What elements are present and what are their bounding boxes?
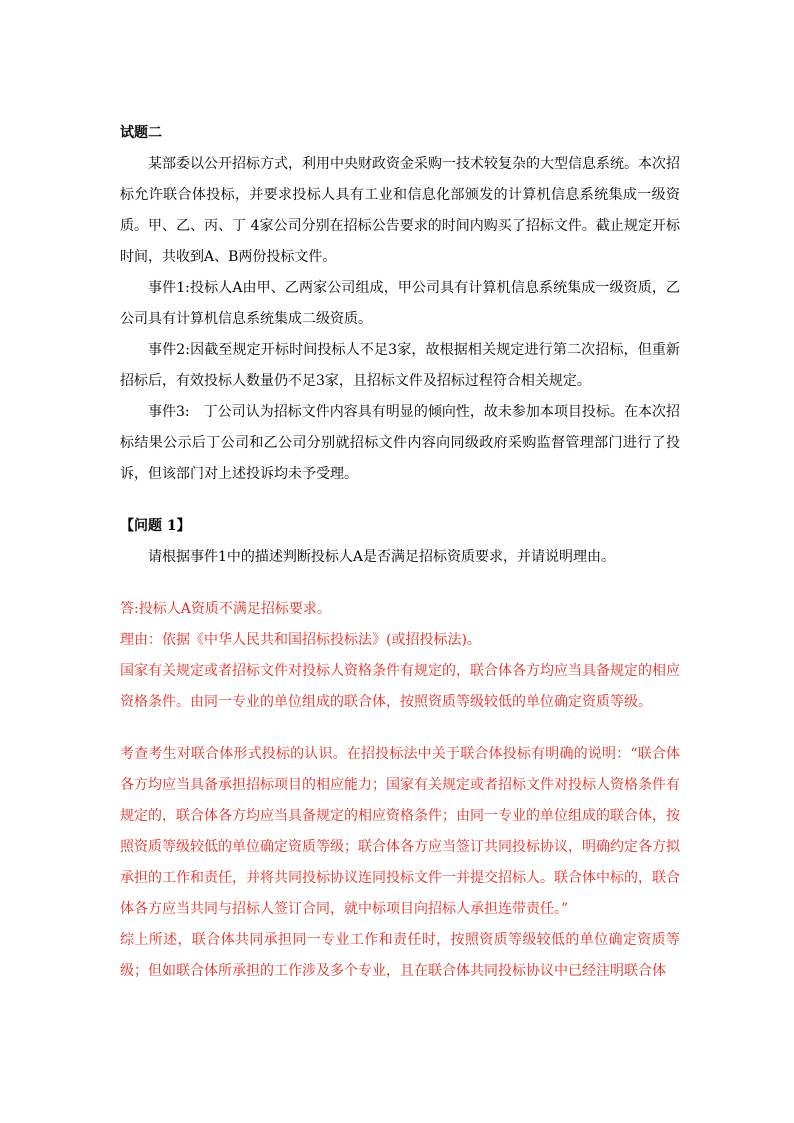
event-1-paragraph: 事件1:投标人A由甲、乙两家公司组成，甲公司具有计算机信息系统集成一级资质，乙公司具有计算机信息系统集成二级资质。 [120,280,680,327]
reason-line: 理由：依据《中华人民共和国招标投标法》(或招投标法)。 [120,632,481,648]
question-1-text: 请根据事件1中的描述判断投标人A是否满足招标资质要求，并请说明理由。 [148,549,616,565]
section-spacer [120,718,680,739]
explanation-paragraph: 考查考生对联合体形式投标的认识。在招投标法中关于联合体投标有明确的说明：“联合体各方均应当具备承担招标项目的相应能力；国家有关规定或者招标文件对投标人资格条件有规定的，联合体各方均应当具备规定的相应资格条件；由同一专业的单位组成的联合体，按照资质等级较低的单位确定资质等级；联合体各方应当签订共同投标协议，明确约定各方拟承担的工作和责任，并将共同投标协议连同投标文件一并提交招标人。联合体中标的，联合体各方应当共同与招标人签订合同，就中标项目向招标人承担连带责任。” [120,746,680,917]
document-body [120,118,680,987]
section-spacer [120,490,680,511]
summary-paragraph: 综上所述，联合体共同承担同一专业工作和责任时，按照资质等级较低的单位确定资质等级；但如联合体所承担的工作涉及多个专业，且在联合体共同投标协议中已经注明联合体 [120,932,680,979]
question-1-title: 【问题 1】 [120,518,191,534]
event-2-paragraph: 事件2:因截至规定开标时间投标人不足3家，故根据相关规定进行第二次招标，但重新招标后，有效投标人数量仍不足3家，且招标文件及招标过程符合相关规定。 [120,342,680,389]
reason-detail: 国家有关规定或者招标文件对投标人资格条件有规定的，联合体各方均应当具备规定的相应资格条件。由同一专业的单位组成的联合体，按照资质等级较低的单位确定资质等级。 [120,663,680,710]
event-3-paragraph: 事件3: 丁公司认为招标文件内容具有明显的倾向性，故未参加本项目投标。在本次招标结果公示后丁公司和乙公司分别就招标文件内容向同级政府采购监督管理部门进行了投诉，但该部门对上述投诉均未予受理。 [120,404,680,482]
answer-line: 答:投标人A资质不满足招标要求。 [120,601,331,617]
exam-title: 试题二 [120,125,162,141]
intro-paragraph: 某部委以公开招标方式，利用中央财政资金采购一技术较复杂的大型信息系统。本次招标允许联合体投标，并要求投标人具有工业和信息化部颁发的计算机信息系统集成一级资质。甲、乙、丙、丁 4家公司分别在招标公告要求的时间内购买了招标文件。截止规定开标时间，共收到A、B两份投标文件。 [120,156,680,265]
section-spacer [120,573,680,594]
